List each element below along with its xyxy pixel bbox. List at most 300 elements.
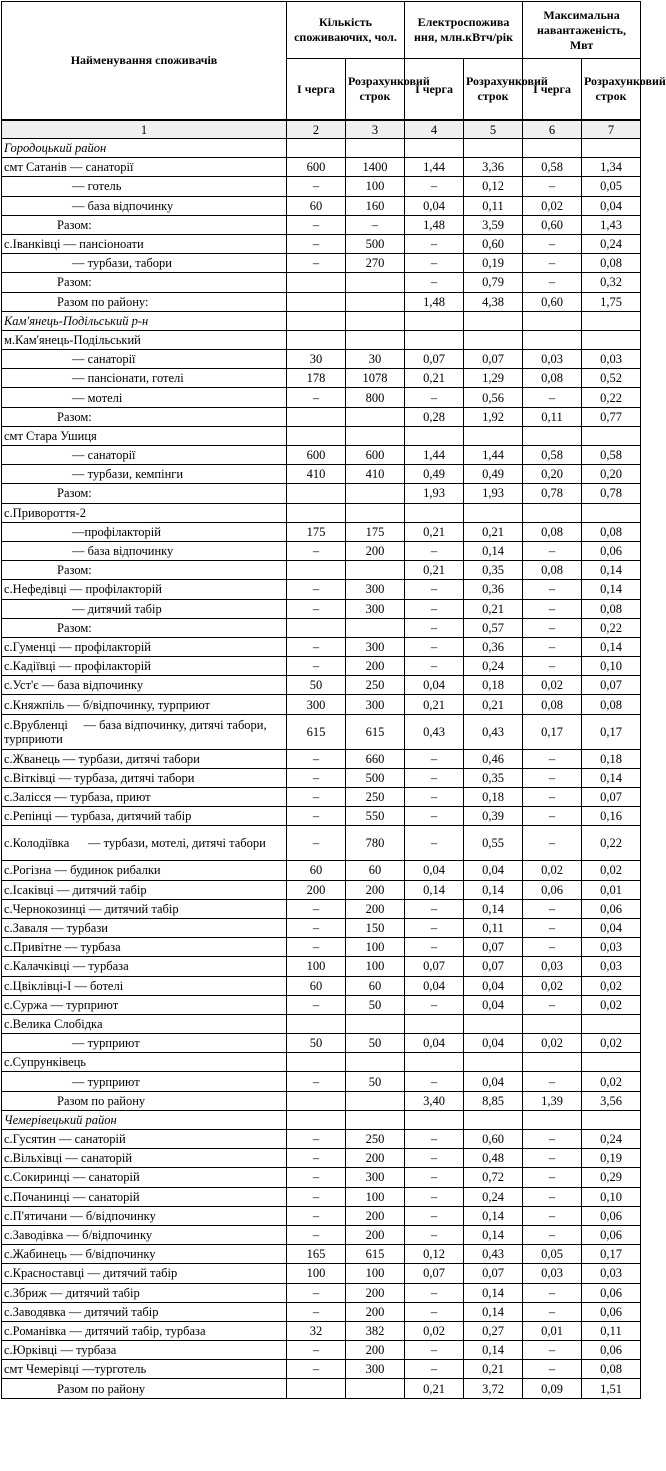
value-cell: 0,03 <box>582 350 641 369</box>
value-cell: – <box>523 273 582 292</box>
value-cell: 0,17 <box>582 714 641 749</box>
value-cell: – <box>405 1187 464 1206</box>
section-row <box>2 311 641 330</box>
table-row <box>2 446 641 465</box>
value-cell: 1,44 <box>405 158 464 177</box>
consumer-name-cell: — санаторії <box>2 446 287 465</box>
consumer-name-cell: — дитячий табір <box>2 599 287 618</box>
value-cell: 60 <box>346 861 405 880</box>
value-cell: 0,60 <box>523 215 582 234</box>
consumer-name-cell: с.Заваля — турбази <box>2 918 287 937</box>
consumer-name-cell: Разом: <box>2 273 287 292</box>
value-cell: 0,21 <box>405 369 464 388</box>
value-cell: 500 <box>346 768 405 787</box>
value-cell: – <box>405 1168 464 1187</box>
value-cell: 200 <box>346 541 405 560</box>
value-cell: 0,48 <box>464 1149 523 1168</box>
value-cell <box>287 1379 346 1398</box>
value-cell: – <box>287 938 346 957</box>
value-cell <box>464 311 523 330</box>
value-cell: 0,08 <box>582 1360 641 1379</box>
consumer-name-cell: Городоцький район <box>2 139 287 158</box>
table-row <box>2 1302 641 1321</box>
value-cell: – <box>523 938 582 957</box>
value-cell: 0,05 <box>582 177 641 196</box>
value-cell: 0,14 <box>464 541 523 560</box>
value-cell: – <box>405 1360 464 1379</box>
value-cell: 615 <box>287 714 346 749</box>
value-cell: 3,36 <box>464 158 523 177</box>
value-cell: 200 <box>346 1206 405 1225</box>
value-cell: 165 <box>287 1245 346 1264</box>
value-cell: – <box>287 1302 346 1321</box>
value-cell: 0,06 <box>523 880 582 899</box>
column-number: 7 <box>582 120 641 139</box>
consumer-name-cell: с.Збриж — дитячий табір <box>2 1283 287 1302</box>
value-cell: – <box>523 177 582 196</box>
value-cell: 0,39 <box>464 807 523 826</box>
table-row <box>2 1149 641 1168</box>
value-cell: – <box>523 1130 582 1149</box>
consumer-name-cell: с.Юрківці — турбаза <box>2 1341 287 1360</box>
header-electricity-consumption: Електроспожива ння, млн.кВтч/рік <box>405 2 523 59</box>
total-row <box>2 484 641 503</box>
consumer-name-cell: Разом: <box>2 484 287 503</box>
value-cell: 0,58 <box>523 158 582 177</box>
table-row <box>2 234 641 253</box>
value-cell <box>464 139 523 158</box>
consumer-name-cell: с.Репінці — турбаза, дитячий табір <box>2 807 287 826</box>
value-cell <box>287 311 346 330</box>
value-cell: 0,02 <box>405 1321 464 1340</box>
value-cell: 0,07 <box>405 350 464 369</box>
value-cell: 0,43 <box>464 714 523 749</box>
table-row <box>2 1014 641 1033</box>
value-cell <box>523 1110 582 1129</box>
value-cell: 600 <box>287 158 346 177</box>
value-cell: 0,20 <box>582 465 641 484</box>
value-cell <box>287 561 346 580</box>
value-cell: 250 <box>346 788 405 807</box>
value-cell: – <box>405 541 464 560</box>
value-cell: – <box>405 177 464 196</box>
value-cell: 0,24 <box>464 1187 523 1206</box>
value-cell: 0,11 <box>523 407 582 426</box>
value-cell: 0,08 <box>523 695 582 714</box>
total-row <box>2 273 641 292</box>
value-cell: 0,06 <box>582 1225 641 1244</box>
value-cell: 100 <box>287 1264 346 1283</box>
value-cell: 200 <box>346 880 405 899</box>
value-cell: – <box>287 1072 346 1091</box>
value-cell: 0,21 <box>464 522 523 541</box>
consumer-name-cell: смт Стара Ушиця <box>2 426 287 445</box>
value-cell: 0,06 <box>582 1283 641 1302</box>
value-cell: – <box>523 1168 582 1187</box>
value-cell: 0,28 <box>405 407 464 426</box>
value-cell <box>523 503 582 522</box>
table-row <box>2 1283 641 1302</box>
value-cell: – <box>405 1072 464 1091</box>
value-cell <box>464 1053 523 1072</box>
value-cell: 300 <box>346 1360 405 1379</box>
value-cell <box>405 139 464 158</box>
consumer-name-cell: Разом: <box>2 215 287 234</box>
table-row <box>2 918 641 937</box>
consumer-name-cell: с.Чернокозинці — дитячий табір <box>2 899 287 918</box>
value-cell <box>346 426 405 445</box>
value-cell: – <box>523 1341 582 1360</box>
value-cell: 300 <box>346 580 405 599</box>
value-cell <box>346 503 405 522</box>
value-cell: – <box>287 1360 346 1379</box>
value-cell: 0,03 <box>582 1264 641 1283</box>
value-cell: 0,21 <box>405 522 464 541</box>
value-cell: 0,60 <box>523 292 582 311</box>
value-cell <box>287 426 346 445</box>
value-cell: 0,06 <box>582 899 641 918</box>
value-cell: 382 <box>346 1321 405 1340</box>
value-cell <box>523 139 582 158</box>
value-cell: 0,10 <box>582 1187 641 1206</box>
value-cell: – <box>287 1187 346 1206</box>
value-cell: 800 <box>346 388 405 407</box>
value-cell: 1,48 <box>405 292 464 311</box>
value-cell <box>346 273 405 292</box>
value-cell: – <box>405 938 464 957</box>
value-cell: 0,52 <box>582 369 641 388</box>
value-cell: 0,04 <box>464 976 523 995</box>
value-cell: 300 <box>346 637 405 656</box>
value-cell <box>405 426 464 445</box>
value-cell: 30 <box>346 350 405 369</box>
value-cell <box>287 139 346 158</box>
value-cell: 0,03 <box>523 350 582 369</box>
value-cell: 0,14 <box>464 1225 523 1244</box>
consumer-name-cell: с.Жванець — турбази, дитячі табори <box>2 749 287 768</box>
consumer-name-cell: с.Кадіївці — профілакторій <box>2 657 287 676</box>
value-cell: – <box>287 541 346 560</box>
value-cell: – <box>287 768 346 787</box>
consumer-name-cell: с.Гусятин — санаторій <box>2 1130 287 1149</box>
total-row <box>2 215 641 234</box>
table-row <box>2 676 641 695</box>
value-cell: – <box>287 749 346 768</box>
total-row <box>2 292 641 311</box>
value-cell: 0,04 <box>464 1072 523 1091</box>
total-row <box>2 618 641 637</box>
value-cell: – <box>523 1187 582 1206</box>
total-row <box>2 407 641 426</box>
consumer-name-cell: с.Цвіклівці-І — ботелі <box>2 976 287 995</box>
value-cell: – <box>405 1149 464 1168</box>
value-cell: – <box>523 749 582 768</box>
value-cell: 0,17 <box>582 1245 641 1264</box>
value-cell: – <box>405 1206 464 1225</box>
value-cell: – <box>523 580 582 599</box>
value-cell <box>346 1053 405 1072</box>
consumer-name-cell: с.Почанинці — санаторій <box>2 1187 287 1206</box>
consumer-name-cell: Кам'янець-Подільський р-н <box>2 311 287 330</box>
value-cell: 550 <box>346 807 405 826</box>
value-cell: 0,72 <box>464 1168 523 1187</box>
value-cell <box>287 503 346 522</box>
value-cell: – <box>523 826 582 861</box>
value-cell: – <box>287 1130 346 1149</box>
value-cell: 0,36 <box>464 580 523 599</box>
value-cell: 1,39 <box>523 1091 582 1110</box>
value-cell <box>582 311 641 330</box>
value-cell: 0,32 <box>582 273 641 292</box>
value-cell: 0,60 <box>464 234 523 253</box>
table-row <box>2 749 641 768</box>
value-cell: 1,44 <box>405 446 464 465</box>
value-cell: 300 <box>346 1168 405 1187</box>
value-cell <box>405 1053 464 1072</box>
value-cell: 160 <box>346 196 405 215</box>
value-cell: – <box>523 1206 582 1225</box>
value-cell: 0,04 <box>405 861 464 880</box>
table-row <box>2 1034 641 1053</box>
value-cell: 0,07 <box>464 938 523 957</box>
table-row <box>2 196 641 215</box>
consumer-name-cell: с.Уст'є — база відпочинку <box>2 676 287 695</box>
value-cell <box>346 484 405 503</box>
value-cell: 0,57 <box>464 618 523 637</box>
value-cell: 0,21 <box>464 695 523 714</box>
column-number: 5 <box>464 120 523 139</box>
value-cell: 0,06 <box>582 1302 641 1321</box>
column-number: 1 <box>2 120 287 139</box>
value-cell: – <box>405 637 464 656</box>
value-cell: – <box>523 234 582 253</box>
value-cell: 0,14 <box>464 880 523 899</box>
value-cell: 50 <box>287 676 346 695</box>
consumer-name-cell: с.Врубленці — база відпочинку, дитячі табори, турприюти <box>2 714 287 749</box>
value-cell: – <box>287 657 346 676</box>
value-cell: 0,01 <box>582 880 641 899</box>
value-cell: 0,14 <box>464 1302 523 1321</box>
table-row <box>2 826 641 861</box>
value-cell: 0,79 <box>464 273 523 292</box>
value-cell: – <box>405 388 464 407</box>
table-row <box>2 1245 641 1264</box>
value-cell <box>346 330 405 349</box>
value-cell <box>523 311 582 330</box>
value-cell: 0,11 <box>464 196 523 215</box>
value-cell: – <box>405 580 464 599</box>
value-cell: – <box>287 1283 346 1302</box>
value-cell: 50 <box>346 1034 405 1053</box>
value-cell: – <box>523 1225 582 1244</box>
table-row <box>2 158 641 177</box>
value-cell: 0,14 <box>582 561 641 580</box>
header-calculated-term: Розрахунковий строк <box>464 59 523 121</box>
value-cell: – <box>405 807 464 826</box>
value-cell: 0,17 <box>523 714 582 749</box>
value-cell: 0,02 <box>582 1034 641 1053</box>
value-cell: – <box>287 807 346 826</box>
value-cell: 3,59 <box>464 215 523 234</box>
table-row <box>2 1187 641 1206</box>
value-cell: – <box>405 788 464 807</box>
value-cell: – <box>523 1360 582 1379</box>
value-cell: 0,14 <box>464 1206 523 1225</box>
value-cell: 100 <box>346 177 405 196</box>
value-cell: 30 <box>287 350 346 369</box>
value-cell: 0,07 <box>582 788 641 807</box>
value-cell: 175 <box>287 522 346 541</box>
value-cell: 0,03 <box>582 957 641 976</box>
table-row <box>2 503 641 522</box>
value-cell: 0,02 <box>582 861 641 880</box>
value-cell: 0,14 <box>582 768 641 787</box>
section-row <box>2 1110 641 1129</box>
value-cell: 0,04 <box>405 196 464 215</box>
table-row <box>2 861 641 880</box>
value-cell <box>582 426 641 445</box>
value-cell <box>346 1014 405 1033</box>
value-cell: 1,92 <box>464 407 523 426</box>
value-cell: 300 <box>287 695 346 714</box>
value-cell <box>287 1091 346 1110</box>
consumer-name-cell: смт Сатанів — санаторії <box>2 158 287 177</box>
value-cell: 660 <box>346 749 405 768</box>
table-row <box>2 330 641 349</box>
value-cell: – <box>287 234 346 253</box>
value-cell: – <box>287 1225 346 1244</box>
value-cell: 300 <box>346 695 405 714</box>
value-cell: – <box>523 637 582 656</box>
value-cell: 200 <box>346 899 405 918</box>
consumers-table <box>1 1 666 1399</box>
value-cell: 0,06 <box>582 1341 641 1360</box>
value-cell: – <box>523 1149 582 1168</box>
value-cell: 1078 <box>346 369 405 388</box>
value-cell <box>287 484 346 503</box>
table-row <box>2 254 641 273</box>
value-cell: 0,49 <box>464 465 523 484</box>
table-row <box>2 1130 641 1149</box>
value-cell: 0,04 <box>464 995 523 1014</box>
table-row <box>2 1360 641 1379</box>
value-cell: 0,07 <box>405 1264 464 1283</box>
consumer-name-cell: смт Чемерівці —турготель <box>2 1360 287 1379</box>
table-row <box>2 714 641 749</box>
value-cell: 0,02 <box>582 995 641 1014</box>
consumer-name-cell: с.Красноставці — дитячий табір <box>2 1264 287 1283</box>
value-cell: 1,44 <box>464 446 523 465</box>
table-row <box>2 1206 641 1225</box>
consumer-name-cell: Чемерівецький район <box>2 1110 287 1129</box>
value-cell: 0,12 <box>405 1245 464 1264</box>
value-cell: – <box>523 541 582 560</box>
consumer-name-cell: с.Іванківці — пансіоноати <box>2 234 287 253</box>
value-cell: – <box>287 637 346 656</box>
value-cell: 0,14 <box>464 1341 523 1360</box>
value-cell: 615 <box>346 1245 405 1264</box>
value-cell: 0,22 <box>582 388 641 407</box>
consumer-name-cell: с.Калачківці — турбаза <box>2 957 287 976</box>
value-cell: 0,46 <box>464 749 523 768</box>
value-cell: 0,43 <box>405 714 464 749</box>
table-row <box>2 369 641 388</box>
value-cell: – <box>523 768 582 787</box>
value-cell: 0,14 <box>582 580 641 599</box>
table-row <box>2 541 641 560</box>
value-cell: 0,18 <box>464 676 523 695</box>
value-cell: 3,40 <box>405 1091 464 1110</box>
value-cell: 60 <box>287 861 346 880</box>
value-cell: 0,21 <box>405 561 464 580</box>
value-cell <box>464 426 523 445</box>
value-cell: 0,43 <box>464 1245 523 1264</box>
value-cell: 0,21 <box>464 1360 523 1379</box>
value-cell: 0,04 <box>405 676 464 695</box>
value-cell: – <box>346 215 405 234</box>
value-cell: – <box>287 177 346 196</box>
value-cell: – <box>523 1283 582 1302</box>
consumer-name-cell: Разом: <box>2 407 287 426</box>
value-cell <box>582 1110 641 1129</box>
value-cell: 0,08 <box>582 599 641 618</box>
table-row <box>2 1341 641 1360</box>
value-cell: 1400 <box>346 158 405 177</box>
consumer-name-cell: с.Нефедівці — профілакторій <box>2 580 287 599</box>
value-cell: – <box>405 1302 464 1321</box>
value-cell: 0,10 <box>582 657 641 676</box>
consumer-name-cell: с.Романівка — дитячий табір, турбаза <box>2 1321 287 1340</box>
value-cell: 0,78 <box>523 484 582 503</box>
value-cell: – <box>405 657 464 676</box>
value-cell: – <box>287 599 346 618</box>
value-cell: 0,60 <box>464 1130 523 1149</box>
value-cell: 1,93 <box>405 484 464 503</box>
value-cell: – <box>287 1149 346 1168</box>
table-row <box>2 1168 641 1187</box>
value-cell: 0,24 <box>582 1130 641 1149</box>
consumer-name-cell: — турприют <box>2 1072 287 1091</box>
value-cell: 50 <box>346 1072 405 1091</box>
value-cell: 0,01 <box>523 1321 582 1340</box>
value-cell: 300 <box>346 599 405 618</box>
value-cell: 200 <box>346 1341 405 1360</box>
value-cell: 0,77 <box>582 407 641 426</box>
table-row <box>2 695 641 714</box>
value-cell: – <box>405 254 464 273</box>
value-cell: 1,48 <box>405 215 464 234</box>
value-cell <box>464 503 523 522</box>
value-cell <box>582 1014 641 1033</box>
value-cell: 0,02 <box>523 676 582 695</box>
consumer-name-cell: с.Ісаківці — дитячий табір <box>2 880 287 899</box>
consumer-name-cell: Разом по району <box>2 1379 287 1398</box>
value-cell: – <box>523 1072 582 1091</box>
value-cell: 0,05 <box>523 1245 582 1264</box>
value-cell <box>287 292 346 311</box>
value-cell: 4,38 <box>464 292 523 311</box>
consumer-name-cell: — мотелі <box>2 388 287 407</box>
value-cell: 1,51 <box>582 1379 641 1398</box>
value-cell <box>287 407 346 426</box>
value-cell: 50 <box>287 1034 346 1053</box>
table-row <box>2 1053 641 1072</box>
value-cell: 32 <box>287 1321 346 1340</box>
value-cell: 0,08 <box>582 522 641 541</box>
value-cell: 600 <box>287 446 346 465</box>
value-cell: 0,78 <box>582 484 641 503</box>
value-cell: 410 <box>346 465 405 484</box>
